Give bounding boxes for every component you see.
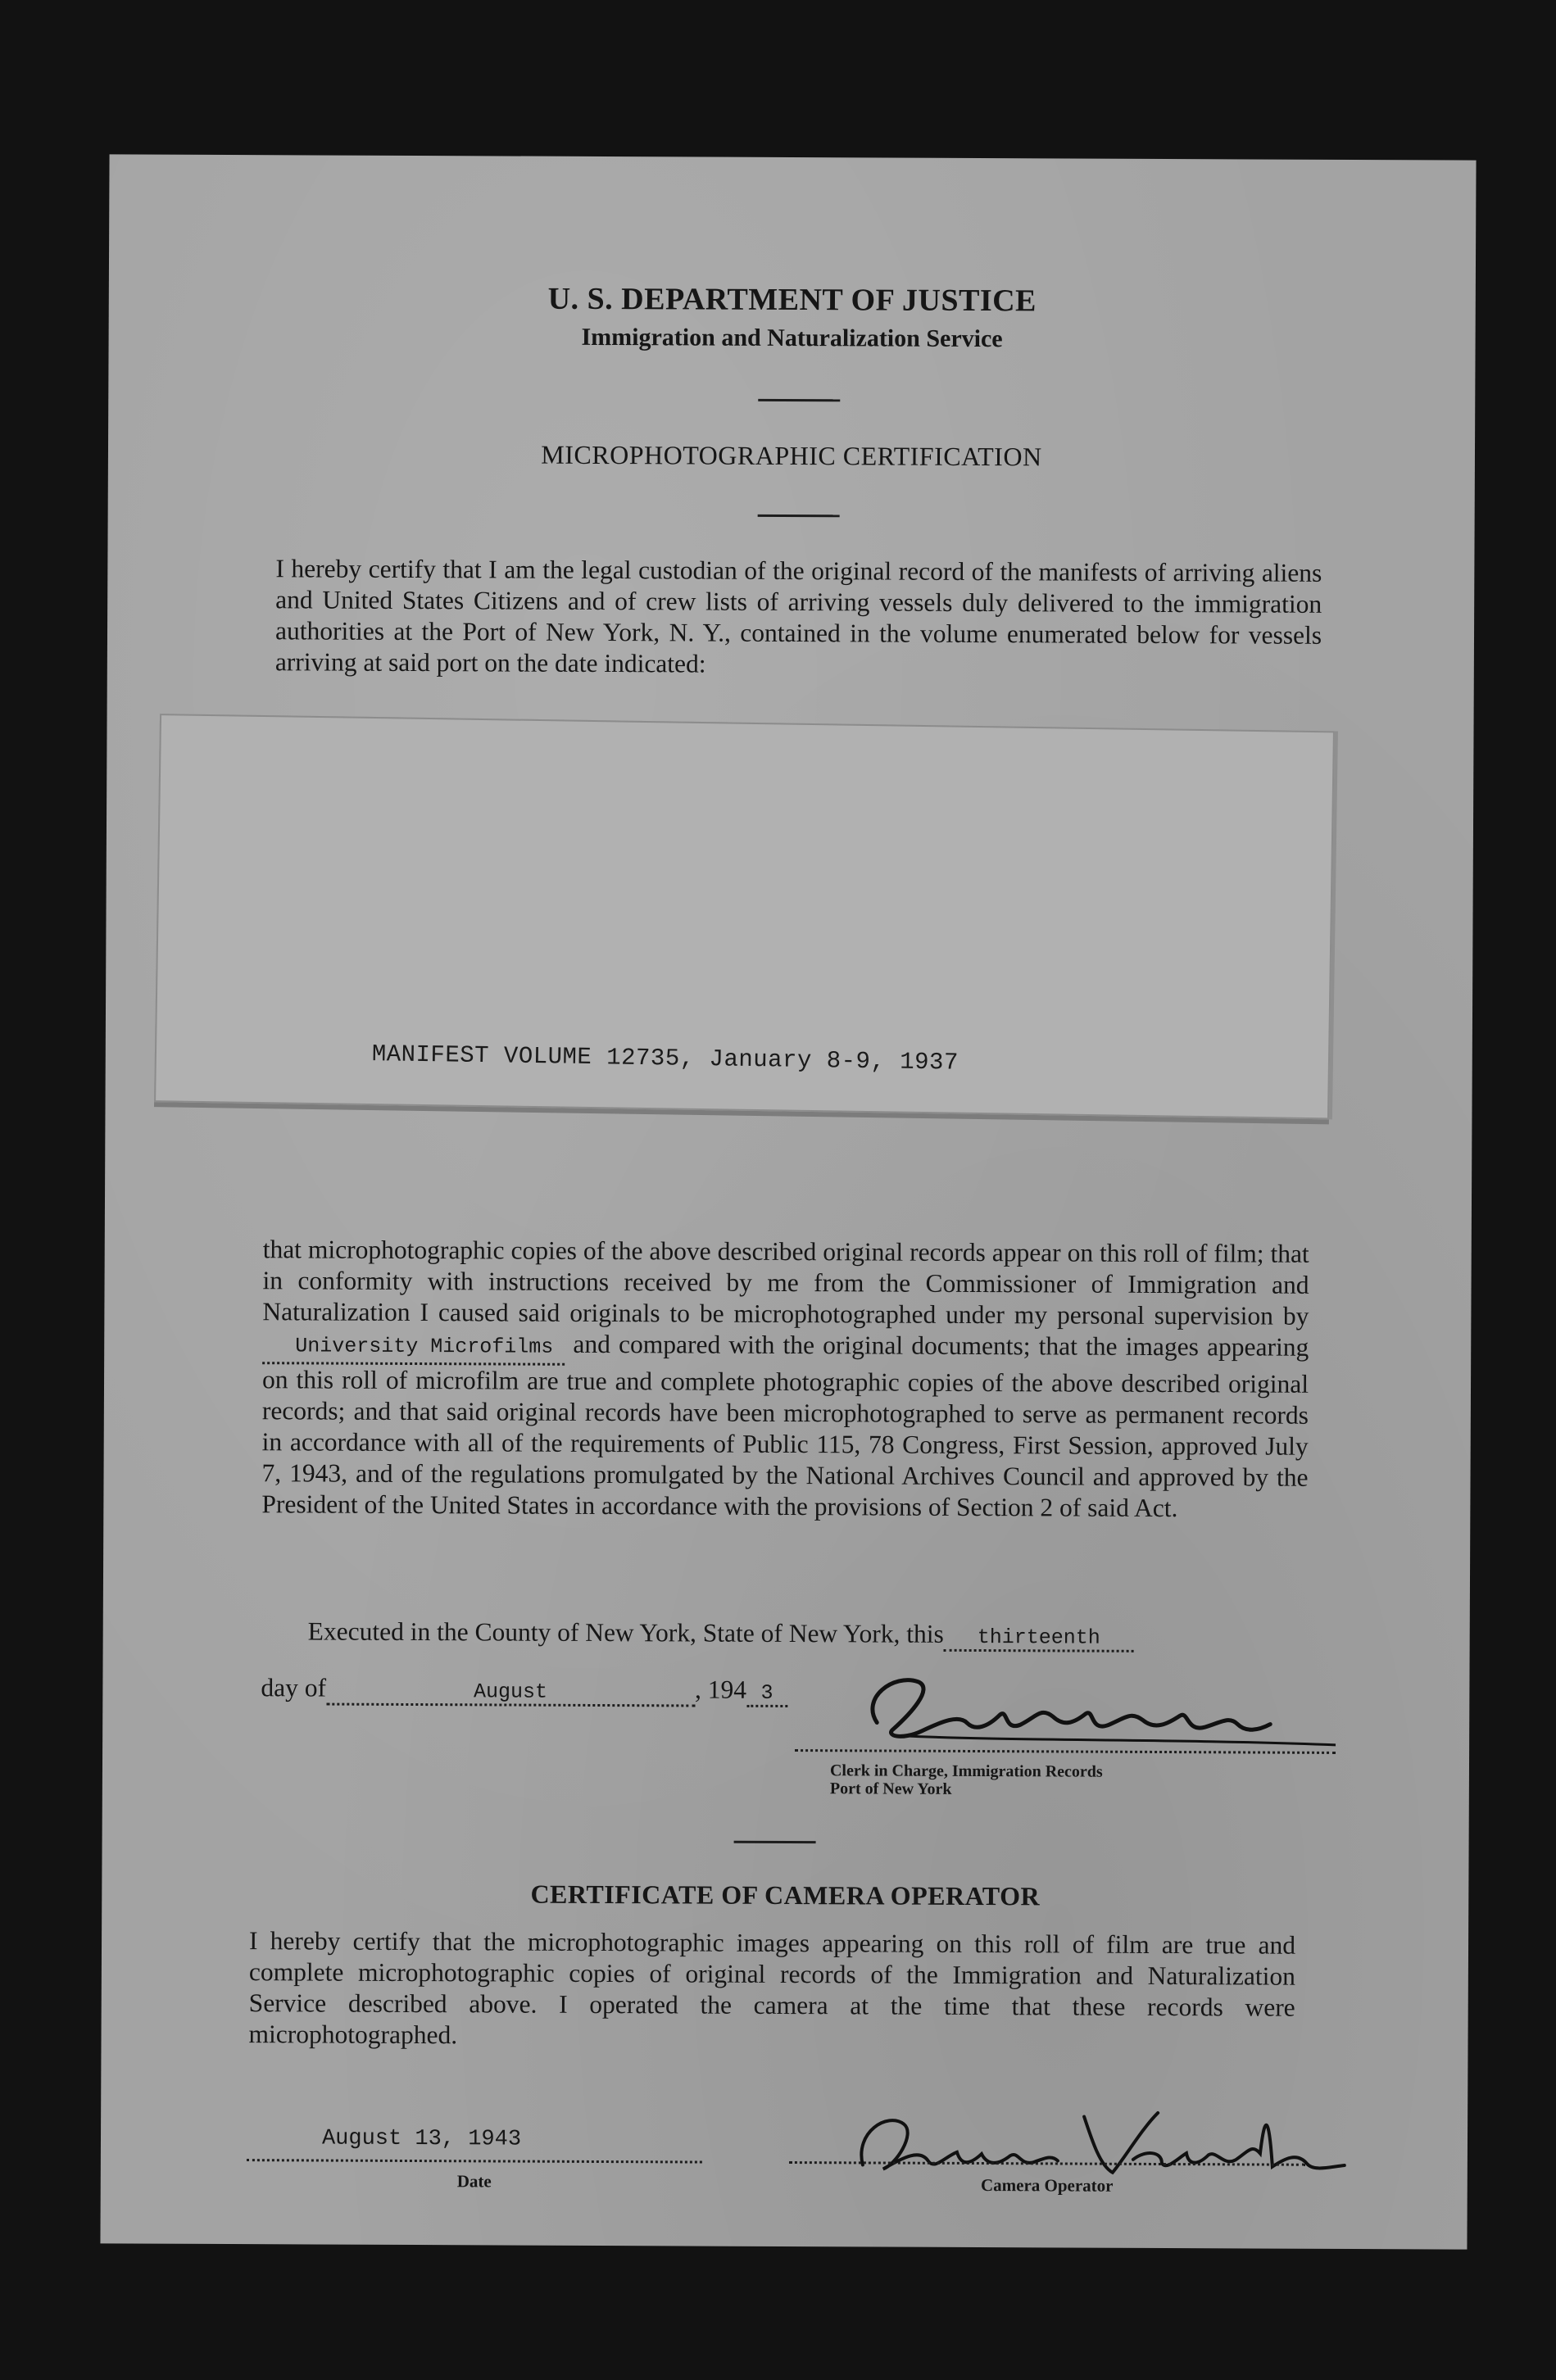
divider	[758, 399, 840, 401]
day-of-label: day of	[261, 1673, 327, 1702]
execution-day-field	[944, 1620, 1134, 1652]
clerk-title	[830, 1761, 1103, 1798]
date-line	[261, 1673, 787, 1707]
execution-prefix: Executed in the County of New York, State of New York, this	[307, 1616, 944, 1648]
operator-date-value: August 13, 1943	[321, 2126, 522, 2152]
camera-operator-paragraph: I hereby certify that the microphotographic images appearing on this roll of film are true and complete microphotographic copies of original records of the Immigration and Naturalization Service described above. I operated the camera at the time that these records were microphotographed.	[248, 1926, 1296, 2050]
execution-day-value: thirteenth	[977, 1625, 1100, 1650]
certification-body-paragraph	[261, 1234, 1309, 1525]
clerk-title-line2: Port of New York	[829, 1779, 952, 1798]
operator-date-label: Date	[456, 2171, 492, 2192]
clerk-title-line1: Clerk in Charge, Immigration Records	[829, 1761, 1103, 1781]
month-field	[326, 1674, 695, 1707]
microfilmer-field	[262, 1327, 565, 1366]
manifest-volume-label: MANIFEST VOLUME 12735, January 8-9, 1937	[371, 1040, 959, 1077]
certificate-sheet	[100, 154, 1476, 2249]
body-text-part2: and compared with the original documents; that the images appearing on this roll of microfilm are true and complete photographic copies of the above described original records; and that said original records have been microphotographed to serve as permanent records in accordance with all of the requirements of Public 115, 78 Congress, First Session, approved July 7, 1943, and of the regulations promulgated by the National Archives Council and approved by the President of the United States in accordance with the provisions of Section 2 of said Act.	[261, 1329, 1309, 1523]
certification-title: MICROPHOTOGRAPHIC CERTIFICATION	[541, 439, 1042, 472]
microfilmer-value: University Microfilms	[295, 1334, 554, 1359]
year-prefix: , 194	[694, 1675, 747, 1704]
clerk-signature-image	[844, 1665, 1336, 1757]
year-digit-field	[746, 1675, 787, 1707]
subagency-heading: Immigration and Naturalization Service	[581, 323, 1003, 353]
divider	[734, 1841, 816, 1843]
month-value: August	[473, 1680, 548, 1704]
body-text-part1: that microphotographic copies of the above described original records appear on this roll of film; that in conformity with instructions received by me from the Commissioner of Immigration and Naturalization I caused said originals to be microphotographed under my personal supervision by	[262, 1235, 1309, 1331]
agency-heading: U. S. DEPARTMENT OF JUSTICE	[547, 281, 1037, 319]
intro-paragraph: I hereby certify that I am the legal custodian of the original record of the manifests of arriving aliens and United States Citizens and of crew lists of arriving vessels duly delivered to the immigration authorities at the Port of New York, N. Y., contained in the volume enumerated below for vessels arriving at said port on the date indicated:	[274, 554, 1322, 678]
camera-operator-heading: CERTIFICATE OF CAMERA OPERATOR	[530, 1879, 1041, 1911]
operator-date-line	[247, 2159, 702, 2163]
camera-operator-label: Camera Operator	[980, 2175, 1114, 2196]
execution-line	[308, 1616, 1134, 1652]
divider	[758, 515, 840, 517]
year-digit-value: 3	[760, 1680, 773, 1705]
